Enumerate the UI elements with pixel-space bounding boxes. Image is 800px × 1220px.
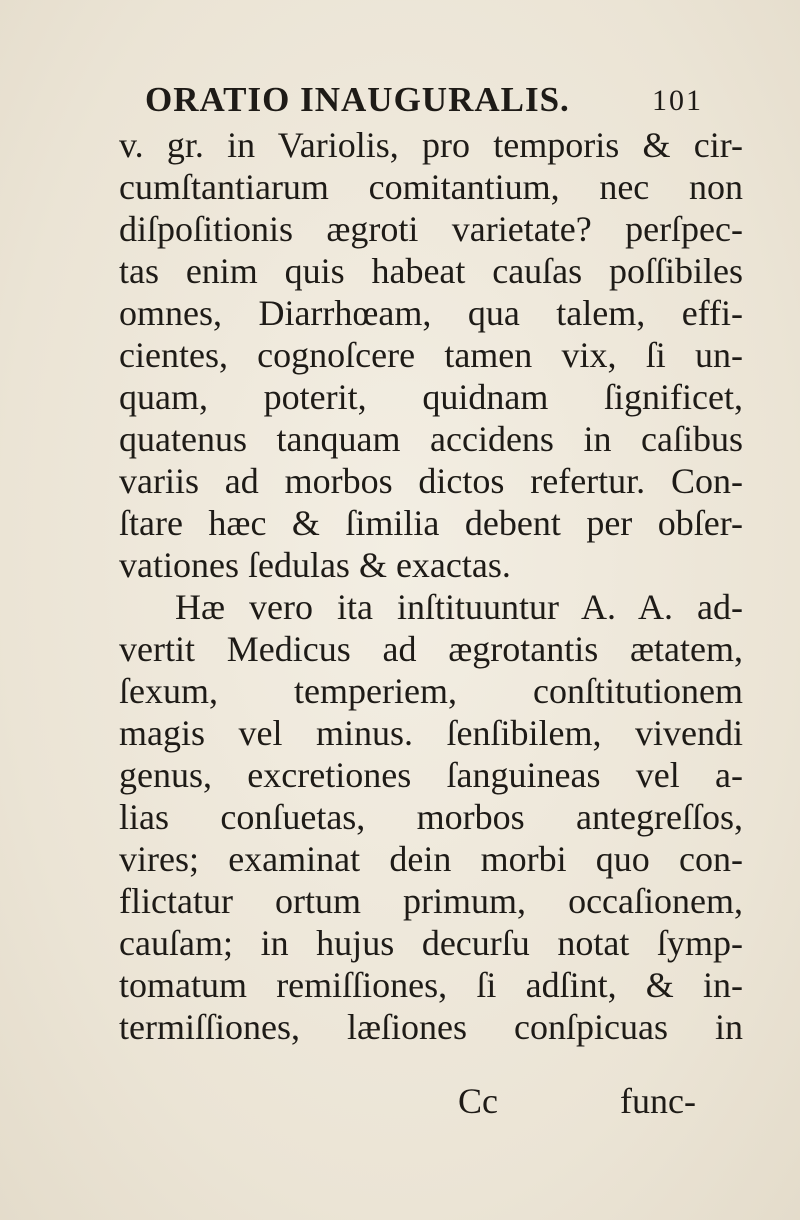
page-header xyxy=(145,80,745,124)
text-line: tas enim quis habeat cauſas poſſibiles xyxy=(119,251,743,291)
running-title: ORATIO INAUGURALIS. xyxy=(145,80,570,119)
text-line: magis vel minus. ſenſibilem, vivendi xyxy=(119,713,743,753)
text-line: lias conſuetas, morbos antegreſſos, xyxy=(119,797,743,837)
text-line: omnes, Diarrhœam, qua talem, effi- xyxy=(119,293,743,333)
text-line: cientes, cognoſcere tamen vix, ſi un- xyxy=(119,335,743,375)
page-number: 101 xyxy=(652,84,703,117)
signature-mark: Cc xyxy=(458,1081,498,1121)
text-line: tomatum remiſſiones, ſi adſint, & in- xyxy=(119,965,743,1005)
text-line: ſexum, temperiem, conſtitutionem xyxy=(119,671,743,711)
catchword: func- xyxy=(620,1081,696,1121)
text-line: v. gr. in Variolis, pro temporis & cir- xyxy=(119,125,743,165)
text-line: Hæ vero ita inſtituuntur A. A. ad- xyxy=(175,587,743,627)
text-line: diſpoſitionis ægroti varietate? perſpec- xyxy=(119,209,743,249)
text-line: vires; examinat dein morbi quo con- xyxy=(119,839,743,879)
text-line: ſtare hæc & ſimilia debent per obſer- xyxy=(119,503,743,543)
text-line: quatenus tanquam accidens in caſibus xyxy=(119,419,743,459)
text-line: cauſam; in hujus decurſu notat ſymp- xyxy=(119,923,743,963)
text-line: genus, excretiones ſanguineas vel a- xyxy=(119,755,743,795)
text-line: cumſtantiarum comitantium, nec non xyxy=(119,167,743,207)
text-line: quam, poterit, quidnam ſignificet, xyxy=(119,377,743,417)
text-line: vertit Medicus ad ægrotantis ætatem, xyxy=(119,629,743,669)
text-line: vationes ſedulas & exactas. xyxy=(119,545,511,585)
text-line: flictatur ortum primum, occaſionem, xyxy=(119,881,743,921)
page-footer xyxy=(0,1080,800,1122)
text-line: variis ad morbos dictos refertur. Con- xyxy=(119,461,743,501)
text-line: termiſſiones, læſiones conſpicuas in xyxy=(119,1007,743,1047)
